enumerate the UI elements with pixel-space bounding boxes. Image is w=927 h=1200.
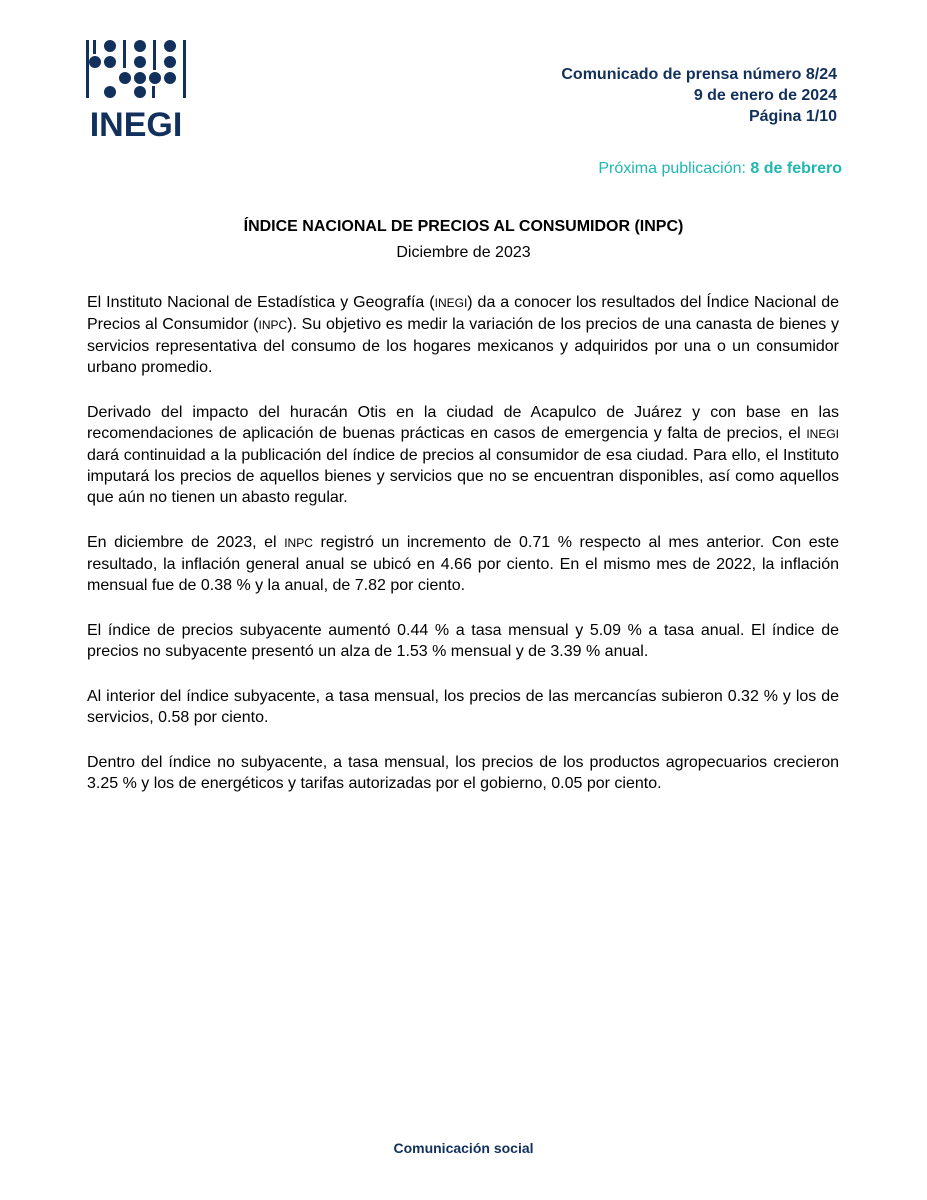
header-meta (561, 64, 837, 127)
next-publication-date: 8 de febrero (750, 160, 842, 177)
paragraph-5: Al interior del índice subyacente, a tasa mensual, los precios de las mercancías subieron 0.32 % y los de servicios, 0.58 por ciento. (87, 688, 839, 726)
release-date: 9 de enero de 2024 (693, 87, 837, 104)
inegi-logo (84, 36, 188, 140)
press-release-number: Comunicado de prensa número 8/24 (561, 66, 837, 83)
paragraph-6: Dentro del índice no subyacente, a tasa mensual, los precios de los productos agropecuarios crecieron 3.25 % y los de energéticos y tarifas autorizadas por el gobierno, 0.05 por ciento. (87, 754, 839, 792)
document-subtitle: Diciembre de 2023 (396, 244, 531, 261)
svg-text:INEGI: INEGI (89, 106, 183, 140)
paragraph-3: En diciembre de 2023, el INPC registró un incremento de 0.71 % respecto al mes anterior. Con este resultado, la inflación general anual se ubicó en 4.66 por ciento. En el mismo mes de 2022, la inflación mensual fue de 0.38 % y la anual, de 7.82 por ciento. (87, 534, 839, 594)
paragraph-4: El índice de precios subyacente aumentó 0.44 % a tasa mensual y 5.09 % a tasa anual. El índice de precios no subyacente presentó un alza de 1.53 % mensual y de 3.39 % anual. (87, 622, 839, 660)
footer: Comunicación social (393, 1140, 534, 1156)
document-body (87, 292, 839, 818)
next-publication-label: Próxima publicación: (598, 160, 751, 177)
paragraph-2: Derivado del impacto del huracán Otis en la ciudad de Acapulco de Juárez y con base en las recomendaciones de aplicación de buenas prácticas en casos de emergencia y falta de precios, el INEGI dará continuidad a la publicación del índice de precios al consumidor de esa ciudad. Para ello, el Instituto imputará los precios de aquellos bienes y servicios que no se encuentran disponibles, así como aquellos que aún no tienen un abasto regular. (87, 404, 839, 506)
document-title: ÍNDICE NACIONAL DE PRECIOS AL CONSUMIDOR (INPC) (243, 218, 684, 235)
paragraph-1: El Instituto Nacional de Estadística y Geografía (INEGI) da a conocer los resultados del Índice Nacional de Precios al Consumidor (INPC). Su objetivo es medir la variación de los precios de una canasta de bienes y servicios representativa del consumo de los hogares mexicanos y adquiridos por una o un consumidor urbano promedio. (87, 294, 840, 376)
page-number: Página 1/10 (748, 108, 837, 125)
next-publication (598, 160, 842, 178)
